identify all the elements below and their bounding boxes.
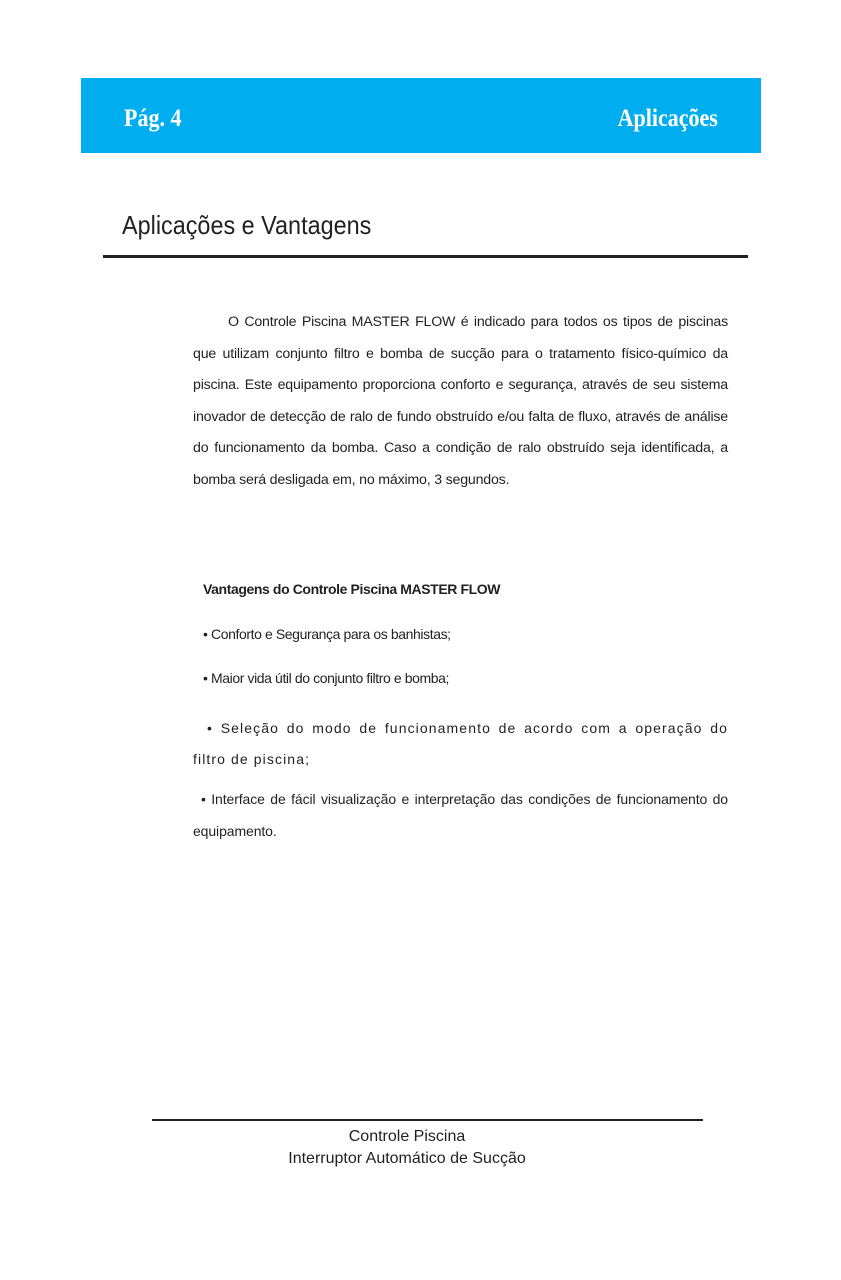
page-title: Aplicações e Vantagens bbox=[122, 210, 372, 240]
title-divider bbox=[103, 255, 748, 258]
advantage-item-text: • Interface de fácil visualização e interpretação das condições de funcionamento do equipamento. bbox=[193, 791, 728, 839]
advantage-item: • Maior vida útil do conjunto filtro e bomba; bbox=[203, 670, 450, 686]
advantage-item-text: • Seleção do modo de funcionamento de acordo com a operação do filtro de piscina; bbox=[193, 720, 728, 767]
intro-paragraph bbox=[193, 307, 728, 496]
advantages-heading: Vantagens do Controle Piscina MASTER FLOW bbox=[203, 581, 501, 597]
page-header bbox=[81, 78, 761, 153]
footer-product-subtitle: Interruptor Automático de Sucção bbox=[288, 1150, 526, 1167]
section-title: Aplicações bbox=[617, 105, 718, 132]
page-number: Pág. 4 bbox=[124, 105, 182, 132]
advantage-item bbox=[193, 783, 728, 847]
advantage-item bbox=[193, 713, 728, 775]
advantage-item: • Conforto e Segurança para os banhistas; bbox=[203, 626, 451, 642]
footer-product-name: Controle Piscina bbox=[348, 1128, 466, 1145]
footer-divider bbox=[152, 1119, 703, 1121]
intro-text: O Controle Piscina MASTER FLOW é indicado para todos os tipos de piscinas que utilizam conjunto filtro e bomba de sucção para o tratamento físico-químico da piscina. Este equipamento proporciona conforto e segurança, através de seu sistema inovador de detecção de ralo de fundo obstruído e/ou falta de fluxo, através de análise do funcionamento da bomba. Caso a condição de ralo obstruído seja identificada, a bomba será desligada em, no máximo, 3 segundos. bbox=[193, 314, 728, 488]
